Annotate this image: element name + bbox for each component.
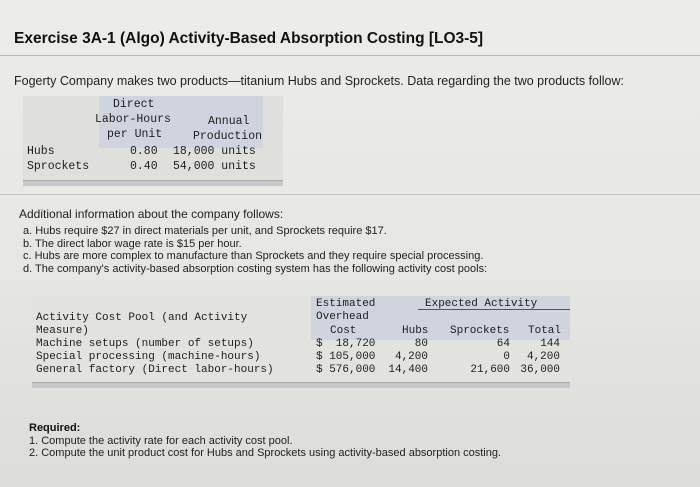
row-special-sprockets: 0 — [503, 351, 510, 363]
header-prod-line1: Annual — [208, 115, 250, 128]
row-setups-sprockets: 64 — [496, 338, 510, 350]
header-est-line1: Estimated — [316, 298, 376, 310]
row-general-total: 36,000 — [520, 364, 560, 376]
header-expected-activity: Expected Activity — [425, 298, 538, 310]
header-total: Total — [528, 325, 562, 337]
header-est-line2: Overhead — [316, 311, 369, 323]
header-hubs: Hubs — [402, 325, 429, 337]
activity-table — [32, 296, 570, 386]
header-dlh-line1: Direct — [113, 98, 155, 111]
additional-info-label: Additional information about the company follows: — [19, 207, 284, 221]
info-item-a: a. Hubs require $27 in direct materials per unit, and Sprockets require $17. — [23, 225, 387, 237]
required-item-1: 1. Compute the activity rate for each activity cost pool. — [29, 434, 293, 447]
header-est-line3: Cost — [330, 325, 357, 337]
required-item-2: 2. Compute the unit product cost for Hubs and Sprockets using activity-based absorption costing. — [29, 447, 502, 460]
row-sprockets-dlh: 0.40 — [130, 160, 158, 173]
product-table — [23, 96, 283, 186]
header-sprockets: Sprockets — [450, 325, 510, 337]
row-setups-total: 144 — [540, 338, 560, 350]
info-list — [23, 225, 487, 275]
header-dlh-line2: Labor-Hours — [95, 113, 171, 126]
header-prod-line2: Production — [193, 130, 263, 143]
info-item-c: c. Hubs are more complex to manufacture than Sprockets and they require special processing. — [23, 250, 484, 263]
header-pool-line1: Activity Cost Pool (and Activity — [36, 312, 248, 324]
product-table-scrollbar[interactable] — [23, 180, 283, 186]
row-general-hubs: 14,400 — [388, 364, 428, 376]
row-special-pool: Special processing (machine-hours) — [36, 351, 261, 363]
section-divider — [0, 194, 700, 195]
intro-text: Fogerty Company makes two products—titanium Hubs and Sprockets. Data regarding the two products follow: — [14, 74, 625, 88]
row-setups-hubs: 80 — [414, 338, 428, 350]
activity-table-scrollbar[interactable] — [32, 382, 570, 388]
header-dlh-line3: per Unit — [107, 128, 163, 141]
row-sprockets-name: Sprockets — [27, 160, 90, 173]
row-hubs-name: Hubs — [27, 145, 55, 158]
row-general-sprockets: 21,600 — [470, 364, 510, 376]
row-special-hubs: 4,200 — [394, 351, 428, 363]
row-general-pool: General factory (Direct labor-hours) — [36, 364, 274, 376]
info-item-d: d. The company's activity-based absorption costing system has the following activity cost pools: — [23, 262, 488, 275]
required-label: Required: — [29, 422, 81, 434]
title-divider — [0, 55, 700, 56]
exercise-title: Exercise 3A-1 (Algo) Activity-Based Absorption Costing [LO3-5] — [14, 30, 484, 47]
row-special-cost: $ 105,000 — [316, 351, 376, 363]
row-special-total: 4,200 — [526, 351, 560, 363]
header-pool-line2: Measure) — [36, 325, 89, 337]
row-hubs-production: 18,000 units — [173, 145, 256, 158]
info-item-b: b. The direct labor wage rate is $15 per hour. — [23, 237, 242, 250]
row-hubs-dlh: 0.80 — [130, 145, 158, 158]
row-sprockets-production: 54,000 units — [173, 160, 256, 173]
row-setups-pool: Machine setups (number of setups) — [36, 338, 254, 350]
required-section — [29, 422, 501, 460]
row-general-cost: $ 576,000 — [316, 364, 376, 376]
row-setups-cost: $ 18,720 — [316, 338, 376, 350]
